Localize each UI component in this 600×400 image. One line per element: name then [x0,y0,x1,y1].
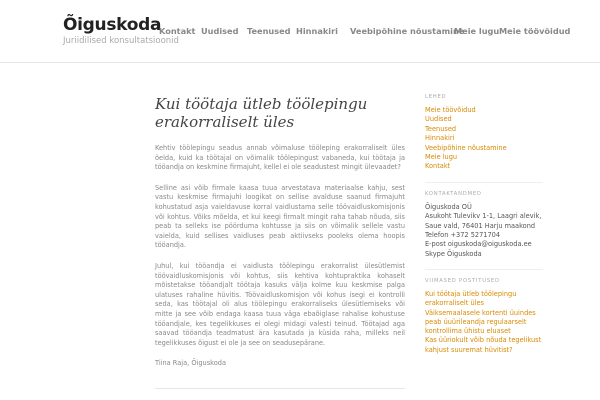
nav-item-meie-lugu[interactable]: Meie lugu [454,26,500,36]
sidebar-page-link[interactable]: Uudised [425,115,452,124]
recent-post-link[interactable]: Kas üüriokult võib nõuda tegelikust kahjust suuremat hüvitist? [425,336,542,354]
nav-item-hinnakiri[interactable]: Hinnakiri [296,26,338,36]
sidebar-page-link[interactable]: Kontakt [425,162,451,171]
contact-skype: Skype Õiguskoda [425,249,482,258]
contact-phone: Telefon +372 5271704 [425,231,501,240]
site-logo-title[interactable]: Õiguskoda [63,15,162,35]
nav-item-kontakt[interactable]: Kontakt [159,26,196,36]
sidebar-pages [425,94,543,172]
sidebar-pages-heading: LEHED [425,94,447,100]
recent-post-link[interactable]: Kui töötaja ütleb töölepingu erakorraliselt üles [425,290,517,308]
sidebar-recent-posts [425,269,543,354]
sidebar-contact-heading: KONTAKTANDMED [425,190,482,197]
sidebar-page-link[interactable]: Teenused [425,124,457,133]
sidebar-contact [425,182,543,259]
sidebar-page-link[interactable]: Meie lugu [425,153,458,162]
contact-address: Asukoht Tulevikv 1-1, Laagri alevik, Saue vald, 76401 Harju maakond [425,212,542,230]
contact-email: E-post oiguskoda@oiguskoda.ee [425,240,532,249]
sidebar-page-link[interactable]: Hinnakiri [425,134,455,143]
article-paragraph: Selline asi võib firmale kaasa tuua arvestatava materiaalse kahju, sest vastu keskmise firmajuhi loogikat on sellise avalduse saanud firmajuht kohustatud asja vaieldavuse korral vaidlustama selle töövaidluskomisjonis või kohtus. Võiks mõelda, et kui keegi firmalt mingit raha tahab nõuda, siis peab ta selleks ise pöörduma kohtusse ja siis on võimalik sellele vastu vaielda, kuid sellises vaidluses peab aktiivseks pooleks olema hoopis tööandja. [155,183,405,250]
nav-item-uudised[interactable]: Uudised [201,26,239,36]
sidebar [425,94,543,365]
article-title[interactable]: Kui töötaja ütleb töölepingu erakorraliselt üles [155,95,368,131]
article [155,95,405,367]
article-signature: Tiina Raja, Õiguskoda [155,359,227,368]
recent-post-link[interactable]: Väiksemaalasele kortenti üuindes peab üuürileandja regulaarselt kontrollima ühistu eluaset [425,308,536,336]
article-divider [155,388,405,389]
nav-item-meie-toovoidud[interactable]: Meie töövõidud [499,26,571,36]
nav-item-veebipohine-noustamine[interactable]: Veebipõhine nõustamine [350,26,465,36]
site-tagline: Juriidilised konsultatsioonid [63,36,179,46]
sidebar-posts-heading: VIIMASED POSTITUSED [425,278,500,285]
article-paragraph: Kehtiv töölepingu seadus annab võimaluse tööleping erakorraliselt üles öelda, kuid ka töötajal on võimalik töölepingust vabaneda, kui töötaja ja tööandja on keskmine firmajuht, kellel ei ole seadustest mingit ülevaadet? [155,144,405,172]
nav-item-teenused[interactable]: Teenused [247,26,291,36]
sidebar-page-link[interactable]: Meie töövõidud [425,106,476,114]
contact-company: Õiguskoda OÜ [425,202,472,211]
site-header [0,0,600,63]
sidebar-page-link[interactable]: Veebipõhine nõustamine [425,143,507,152]
article-paragraph: Juhul, kui tööandja ei vaidlusta töölepingu erakorralist ülesütlemist töövaidluskomisjonis või kohtus, siis kehtiva kohtupraktika kohaselt mõistetakse tööandjalt töötaja kasuks välja kolme kuu keskmise palga ulatuses rahaline hüvitis. Töövaidluskomisjon või kohus isegi ei kontrolli seda, kas töötajal oli alus töölepingu erakorraliseks ülesütlemiseks või mitte ja see võib endaga kaasa tuua väga ebaõiglase rahalise kohustuse tööandjale, kes tegelikkuses ei olegi midagi valesti teinud. Töötajad aga saavad tööandja teadmatust ära kasutada ja küsida raha, milleks neil tegelikkuses õigust ei ole ja see on seadusepärane. [155,261,405,347]
